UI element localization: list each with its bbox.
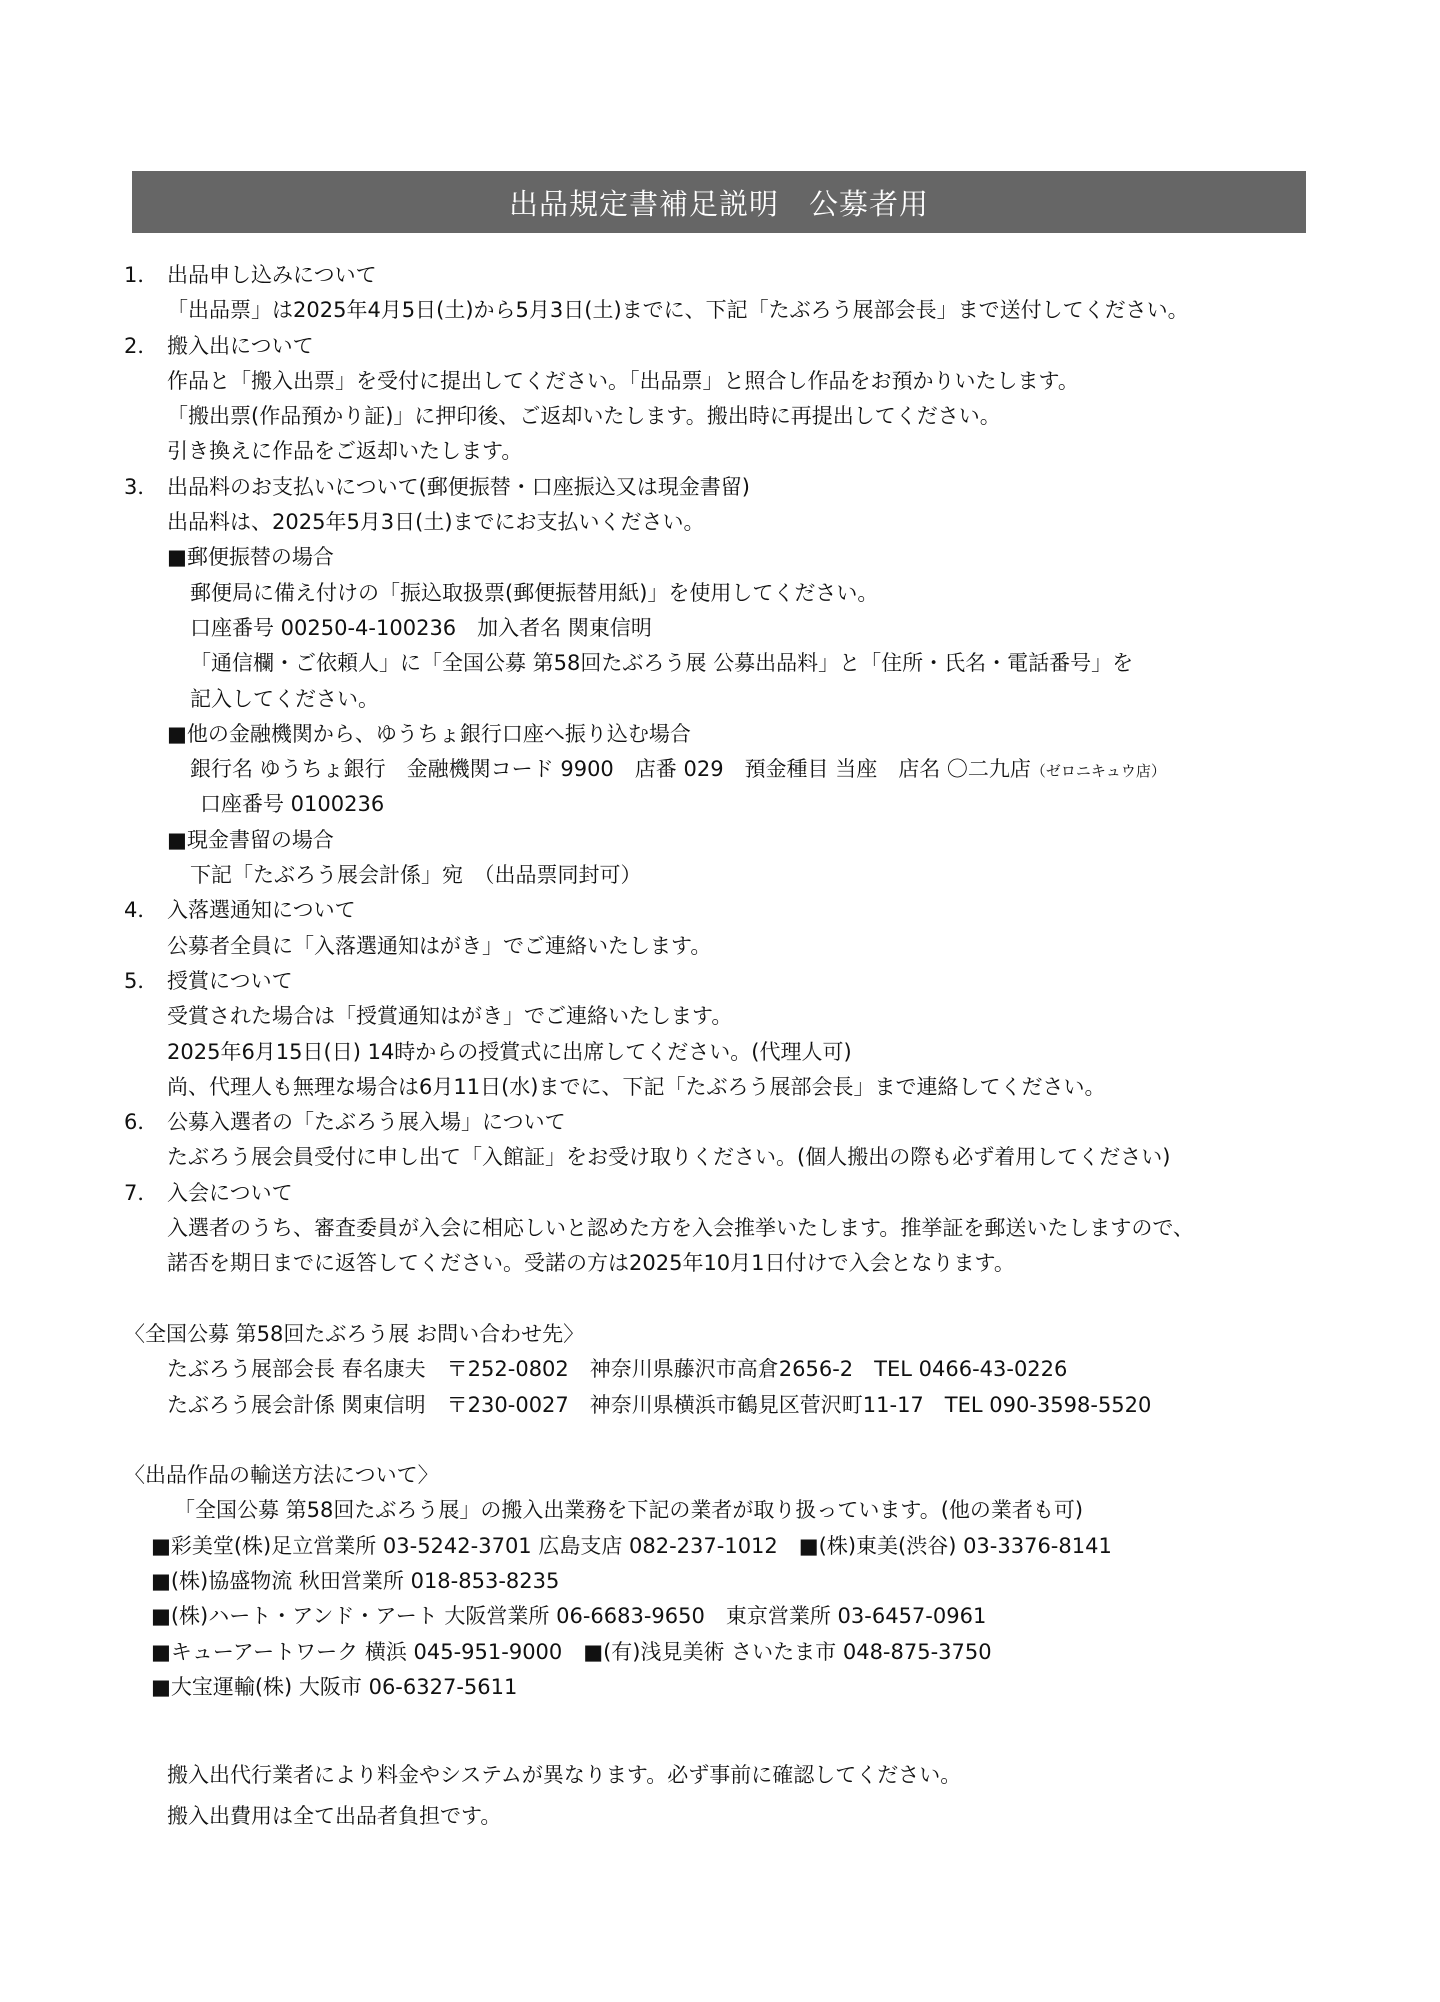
item-6-heading bbox=[124, 1105, 1324, 1140]
item-heading: 入落選通知について bbox=[167, 898, 356, 923]
cash-line: 下記「たぶろう展会計係」宛 （出品票同封可） bbox=[190, 863, 642, 888]
cash-heading: ■現金書留の場合 bbox=[167, 827, 334, 852]
postal-line: 記入してください。 bbox=[190, 686, 379, 711]
item-1-heading bbox=[124, 258, 1324, 293]
item-heading: 搬入出について bbox=[167, 333, 314, 358]
transport-line: ■彩美堂(株)足立営業所 03-5242-3701 広島支店 082-237-1012 ■(株)東美(渋谷) 03-3376-8141 bbox=[151, 1533, 1112, 1558]
contact-line: たぶろう展部会長 春名康夫 〒252-0802 神奈川県藤沢市高倉2656-2 TEL 0466-43-0226 bbox=[167, 1357, 1068, 1382]
postal-line: 口座番号 00250-4-100236 加入者名 関東信明 bbox=[190, 615, 652, 640]
item-7-line: 入選者のうち、審査委員が入会に相応しいと認めた方を入会推挙いたします。推挙証を郵送いたしますので、 bbox=[167, 1216, 1194, 1241]
transport-line: ■大宝運輸(株) 大阪市 06-6327-5611 bbox=[151, 1674, 518, 1699]
item-7-line: 諾否を期日までに返答してください。受諾の方は2025年10月1日付けで入会となります。 bbox=[167, 1251, 1015, 1276]
item-7-heading bbox=[124, 1176, 1324, 1211]
item-4-line: 公募者全員に「入落選通知はがき」でご連絡いたします。 bbox=[167, 933, 712, 958]
item-number: 2． bbox=[124, 333, 159, 358]
postal-line: 郵便局に備え付けの「振込取扱票(郵便振替用紙)」を使用してください。 bbox=[190, 580, 879, 605]
item-5-line: 尚、代理人も無理な場合は6月11日(水)までに、下記「たぶろう展部会長」まで連絡してください。 bbox=[167, 1074, 1106, 1099]
item-2-line: 引き換えに作品をご返却いたします。 bbox=[167, 439, 523, 464]
contact-line: たぶろう展会計係 関東信明 〒230-0027 神奈川県横浜市鶴見区菅沢町11-17 TEL 090-3598-5520 bbox=[167, 1392, 1152, 1417]
contact-heading: 〈全国公募 第58回たぶろう展 お問い合わせ先〉 bbox=[124, 1321, 585, 1346]
spacer bbox=[124, 1282, 1324, 1317]
transport-heading: 〈出品作品の輸送方法について〉 bbox=[124, 1463, 439, 1488]
item-heading: 授賞について bbox=[167, 968, 293, 993]
item-heading: 出品申し込みについて bbox=[167, 263, 377, 287]
item-5-heading bbox=[124, 964, 1324, 999]
item-1-line: 「出品票」は2025年4月5日(土)から5月3日(土)までに、下記「たぶろう展部会長」まで送付してください。 bbox=[167, 298, 1189, 323]
note-line: 搬入出費用は全て出品者負担です。 bbox=[167, 1804, 502, 1829]
item-heading: 公募入選者の「たぶろう展入場」について bbox=[167, 1110, 566, 1135]
item-3-heading bbox=[124, 470, 1324, 505]
bank-line bbox=[124, 752, 1324, 787]
item-3-line: 出品料は、2025年5月3日(土)までにお支払いください。 bbox=[167, 510, 705, 535]
spacer bbox=[124, 1705, 1324, 1755]
transport-line: ■(株)協盛物流 秋田営業所 018-853-8235 bbox=[151, 1568, 560, 1593]
item-2-heading bbox=[124, 329, 1324, 364]
item-4-heading bbox=[124, 893, 1324, 928]
transport-intro: 「全国公募 第58回たぶろう展」の搬入出業務を下記の業者が取り扱っています。(他の業者も可) bbox=[174, 1498, 1084, 1523]
note-line: 搬入出代行業者により料金やシステムが異なります。必ず事前に確認してください。 bbox=[167, 1763, 962, 1788]
item-heading: 出品料のお支払いについて(郵便振替・口座振込又は現金書留) bbox=[167, 474, 750, 499]
item-number: 4． bbox=[124, 898, 159, 923]
bank-heading: ■他の金融機関から、ゆうちょ銀行口座へ振り込む場合 bbox=[167, 721, 691, 746]
postal-line: 「通信欄・ご依頼人」に「全国公募 第58回たぶろう展 公募出品料」と「住所・氏名・電話番号」を bbox=[190, 651, 1134, 676]
document-body bbox=[124, 258, 1324, 1837]
item-number: 5． bbox=[124, 968, 159, 993]
transport-line: ■キューアートワーク 横浜 045-951-9000 ■(有)浅見美術 さいたま市 048-875-3750 bbox=[151, 1639, 992, 1664]
item-number: 7． bbox=[124, 1180, 159, 1205]
bank-line-text: 銀行名 ゆうちょ銀行 金融機関コード 9900 店番 029 預金種目 当座 店名 〇二九店 bbox=[190, 757, 1031, 782]
document-title: 出品規定書補足説明 公募者用 bbox=[132, 171, 1306, 233]
spacer bbox=[124, 1423, 1324, 1458]
item-5-line: 受賞された場合は「授賞通知はがき」でご連絡いたします。 bbox=[167, 1004, 733, 1029]
bank-branch-reading: （ゼロニキュウ店） bbox=[1030, 762, 1166, 781]
item-6-line: たぶろう展会員受付に申し出て「入館証」をお受け取りください。(個人搬出の際も必ず着用してください) bbox=[167, 1145, 1171, 1170]
item-number: 1． bbox=[124, 263, 159, 287]
item-2-line: 作品と「搬入出票」を受付に提出してください。「出品票」と照合し作品をお預かりいたします。 bbox=[167, 368, 1079, 393]
item-5-line: 2025年6月15日(日) 14時からの授賞式に出席してください。(代理人可) bbox=[167, 1039, 852, 1064]
transport-line: ■(株)ハート・アンド・アート 大阪営業所 06-6683-9650 東京営業所 03-6457-0961 bbox=[151, 1604, 987, 1629]
item-2-line: 「搬出票(作品預かり証)」に押印後、ご返却いたします。搬出時に再提出してください。 bbox=[167, 404, 1001, 429]
bank-account: 口座番号 0100236 bbox=[200, 792, 385, 817]
item-number: 3． bbox=[124, 474, 159, 499]
postal-heading: ■郵便振替の場合 bbox=[167, 545, 334, 570]
item-number: 6． bbox=[124, 1110, 159, 1135]
item-heading: 入会について bbox=[167, 1180, 293, 1205]
